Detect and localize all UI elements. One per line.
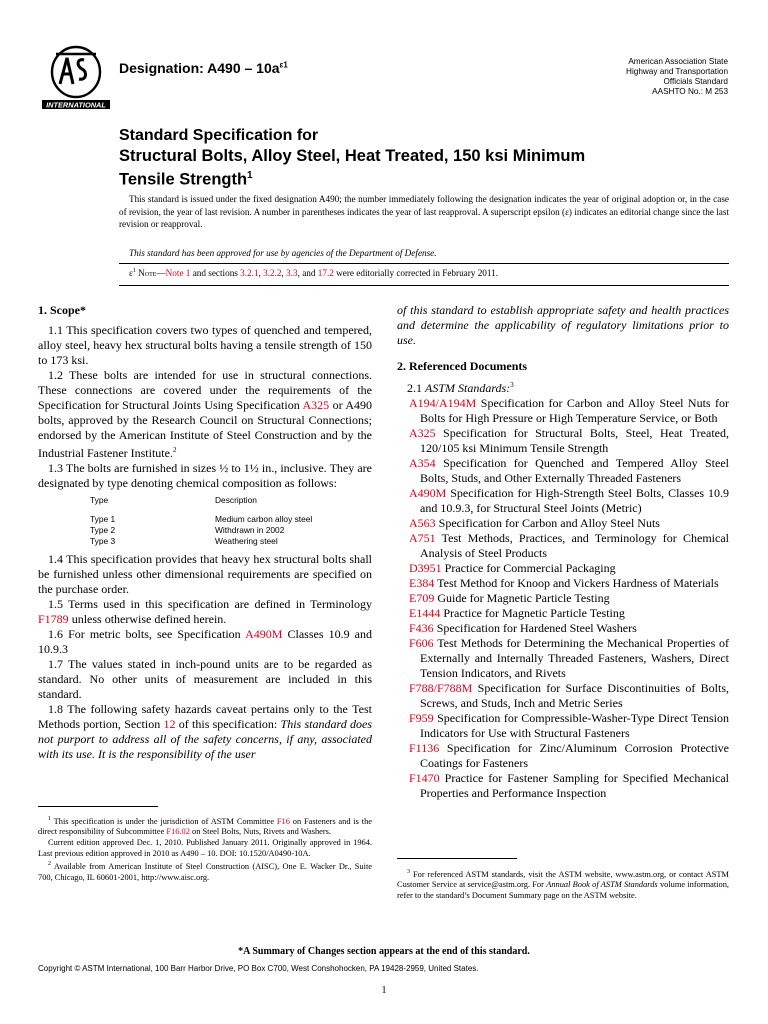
table-cell: Type 2 [90, 525, 116, 535]
astm-logo-icon [40, 44, 112, 110]
reference-title: Specification for Hardened Steel Washers [433, 621, 637, 635]
reference-code-link[interactable]: A194/A194M [409, 396, 477, 410]
title-line-3 [119, 166, 739, 190]
table-cell: Type 1 [90, 514, 116, 524]
reference-code-link[interactable]: A751 [409, 531, 436, 545]
list-item [397, 591, 729, 606]
table-header-row [38, 495, 312, 506]
para-1-6 [38, 627, 372, 657]
list-item [397, 516, 729, 531]
reference-title: Practice for Commercial Packaging [441, 561, 616, 575]
logo-text: INTERNATIONAL [46, 100, 106, 110]
table-header: Type [90, 495, 109, 505]
note-sep: , [258, 268, 264, 279]
footnote-1-text: This specification is under the jurisdiction of ASTM Committee [51, 816, 277, 826]
para-1-3: 1.3 The bolts are furnished in sizes ½ to 1½ in., inclusive. They are designated by type denoting chemical composition as follows: [38, 461, 372, 490]
reference-code-link[interactable]: A490M [409, 486, 447, 500]
note-dash: — [156, 268, 166, 279]
footnote-3-mark: 3 [407, 869, 410, 875]
table-cell: Weathering steel [215, 536, 278, 546]
footnotes-left [38, 814, 372, 883]
footnote-divider-left [38, 806, 158, 807]
reference-code-link[interactable]: A563 [409, 516, 436, 530]
reference-code-link[interactable]: E709 [409, 591, 435, 605]
note-tail: were editorially corrected in February 2011. [333, 268, 499, 279]
reference-title: Test Method for Knoop and Vickers Hardness of Materials [434, 576, 719, 590]
reference-title: Test Methods for Determining the Mechanical Properties of Externally and Internally Threaded Fasteners, Washers, Direct Tension Indicators, and Rivets [420, 636, 729, 680]
reference-code-link[interactable]: F1136 [409, 741, 440, 755]
footnote-3-text: volume information, refer to the standard’s Document Summary page on the ASTM website. [397, 880, 729, 900]
aashto-line: AASHTO No.: M 253 [652, 87, 728, 96]
section-12-link[interactable]: 12 [163, 717, 176, 731]
reference-list [397, 396, 729, 801]
footnote-1-text: on Steel Bolts, Nuts, Rivets and Washers. [189, 827, 331, 837]
reference-code-link[interactable]: F436 [409, 621, 434, 635]
para-1-8-text: 1.8 The following safety hazards caveat pertains only to the Test Methods portion, Section [38, 702, 372, 731]
reference-title: Specification for Zinc/Aluminum Corrosion Protective Coatings for Fasteners [420, 741, 729, 770]
f1789-link[interactable]: F1789 [38, 612, 69, 626]
summary-note: *A Summary of Changes section appears at the end of this standard. [238, 946, 530, 957]
aashto-line: Officials Standard [663, 77, 728, 86]
section-3-3-link[interactable]: 3.3 [286, 268, 298, 279]
para-1-2-text: 1.2 These bolts are intended for use in structural connections. These connections are covered under the requirements of the Specification for Structural Joints Using Specification [38, 368, 372, 412]
reference-code-link[interactable]: F606 [409, 636, 434, 650]
footnote-2-text: Available from American Institute of Steel Construction (AISC), One E. Wacker Dr., Suite 700, Chicago, IL 60601-2001, http://www.aisc.org. [38, 861, 372, 882]
right-column [397, 303, 729, 801]
dod-approval: This standard has been approved for use by agencies of the Department of Defense. [129, 248, 437, 258]
note-1-link[interactable]: Note 1 [165, 268, 191, 279]
aashto-line: American Association State [628, 57, 728, 66]
reference-code-link[interactable]: E1444 [409, 606, 441, 620]
reference-title: Specification for Surface Discontinuities of Bolts, Screws, and Studs, Inch and Metric Series [420, 681, 729, 710]
footnote-2-mark: 2 [48, 861, 51, 868]
footnote-divider-right [397, 858, 517, 859]
table-cell: Type 3 [90, 536, 116, 546]
editorial-note [119, 268, 729, 278]
designation [119, 60, 288, 76]
reference-title: Specification for Carbon and Alloy Steel Nuts for Bolts for High Pressure or High Temperature Service, or Both [420, 396, 729, 425]
divider-bottom [119, 285, 729, 286]
list-item [397, 741, 729, 771]
designation-superscript: ε1 [279, 60, 288, 70]
list-item [397, 681, 729, 711]
list-item [397, 711, 729, 741]
table-row [38, 514, 312, 525]
reference-title: Practice for Magnetic Particle Testing [440, 606, 625, 620]
references-heading: 2. Referenced Documents [397, 359, 528, 373]
footnote-1-mark: 1 [48, 816, 51, 822]
table-header: Description [215, 495, 257, 505]
reference-code-link[interactable]: D3951 [409, 561, 442, 575]
aashto-line: Highway and Transportation [626, 67, 728, 76]
section-3-2-1-link[interactable]: 3.2.1 [240, 268, 259, 279]
reference-code-link[interactable]: A354 [409, 456, 436, 470]
list-item [397, 621, 729, 636]
section-3-2-2-link[interactable]: 3.2.2 [263, 268, 282, 279]
list-item [397, 576, 729, 591]
subheading-text: ASTM Standards: [425, 381, 511, 395]
footnote-1 [38, 814, 372, 838]
list-item [397, 486, 729, 516]
note-text: and sections [190, 268, 241, 279]
reference-title: Practice for Fastener Sampling for Specified Mechanical Properties and Performance Inspection [420, 771, 729, 800]
reference-code-link[interactable]: F1470 [409, 771, 440, 785]
type-table [38, 495, 312, 547]
reference-code-link[interactable]: F959 [409, 711, 434, 725]
reference-title: Specification for Quenched and Tempered Alloy Steel Bolts, Studs, and Other Externally Threaded Fasteners [420, 456, 729, 485]
list-item [397, 396, 729, 426]
note-label: Note [138, 268, 157, 279]
para-1-7: 1.7 The values stated in inch-pound units are to be regarded as standard. No other units of measurement are included in this standard. [38, 657, 372, 701]
a490m-link[interactable]: A490M [245, 627, 283, 641]
list-item [397, 531, 729, 561]
note-epsilon: ε [129, 268, 133, 279]
footnote-3-italic: Annual Book of ASTM Standards [546, 880, 658, 890]
footnote-3-ref: 3 [510, 381, 514, 389]
list-item [397, 456, 729, 486]
aashto-block [626, 57, 728, 97]
reference-title: Guide for Magnetic Particle Testing [434, 591, 610, 605]
list-item [397, 561, 729, 576]
designation-text: Designation: A490 – 10a [119, 60, 280, 76]
safety-caveat-continued [397, 303, 729, 348]
committee-f16-link[interactable]: F16 [276, 816, 290, 826]
reference-title: Specification for Compressible-Washer-Type Direct Tension Indicators for Use with Structural Fasteners [420, 711, 729, 740]
title-line-3-text: Tensile Strength [119, 170, 248, 189]
table-row [38, 536, 312, 547]
para-1-5 [38, 597, 372, 627]
para-1-8-text: of this specification: [175, 717, 281, 731]
scope-heading: 1. Scope* [38, 303, 86, 317]
reference-title: Specification for Carbon and Alloy Steel Nuts [435, 516, 660, 530]
para-1-6-text: Classes 10.9 and 10.9.3 [38, 627, 372, 656]
para-1-5-text: 1.5 Terms used in this specification are defined in Terminology [48, 597, 372, 611]
note-sep: , and [297, 268, 318, 279]
footnote-3-text: For referenced ASTM standards, visit the ASTM website, www.astm.org, or contact ASTM Customer Service at service@astm.org. For [397, 869, 729, 890]
footnote-1-text: on Fasteners and is the direct responsibility of Subcommittee [38, 816, 372, 837]
document-title [119, 126, 739, 190]
table-cell: Medium carbon alloy steel [215, 514, 313, 524]
subcommittee-f16-02-link[interactable]: F16.02 [166, 827, 190, 837]
reference-code-link[interactable]: E384 [409, 576, 435, 590]
list-item [397, 771, 729, 801]
footnotes-right [397, 867, 729, 902]
copyright: Copyright © ASTM International, 100 Barr Harbor Drive, PO Box C700, West Conshohocken, PA 19428-2959, United States. [38, 964, 479, 973]
reference-code-link[interactable]: F788/F788M [409, 681, 473, 695]
reference-title: Specification for High-Strength Steel Bolts, Classes 10.9 and 10.9.3, for Structural Steel Joints (Metric) [420, 486, 729, 515]
para-1-1: 1.1 This specification covers two types of quenched and tempered, alloy steel, heavy hex structural bolts having a tensile strength of 150 to 173 ksi. [38, 323, 372, 367]
astm-standards-subheading [397, 378, 729, 396]
a325-link[interactable]: A325 [302, 398, 330, 412]
left-column [38, 303, 372, 762]
footnote-2 [38, 859, 372, 883]
para-1-2 [38, 368, 372, 461]
note-epsilon-sup: 1 [132, 268, 136, 274]
section-17-2-link[interactable]: 17.2 [317, 268, 334, 279]
list-item [397, 636, 729, 681]
note-sep: , [281, 268, 287, 279]
title-line-2: Structural Bolts, Alloy Steel, Heat Treated, 150 ksi Minimum [119, 147, 586, 165]
title-footnote-ref: 1 [247, 170, 253, 181]
list-item [397, 606, 729, 621]
title-line-1: Standard Specification for [119, 127, 319, 144]
table-row [38, 525, 312, 536]
list-item [397, 426, 729, 456]
issuance-statement: This standard is issued under the fixed designation A490; the number immediately following the designation indicates the year of original adoption or, in the case of revision, the year of last revision. A number in parentheses indicates the year of last reapproval. A superscript epsilon (ε) indicates an editorial change since the last revision or reapproval. [119, 194, 729, 230]
para-1-4: 1.4 This specification provides that heavy hex structural bolts shall be furnished unless other dimensional requirements are specified on the purchase order. [38, 552, 372, 596]
table-cell: Withdrawn in 2002 [215, 525, 285, 535]
subheading-number: 2.1 [407, 381, 425, 395]
para-1-5-text: unless otherwise defined herein. [68, 612, 227, 626]
reference-code-link[interactable]: A325 [409, 426, 436, 440]
divider-top [119, 263, 729, 264]
page-number: 1 [381, 985, 387, 996]
reference-title: Test Methods, Practices, and Terminology for Chemical Analysis of Steel Products [420, 531, 729, 560]
para-1-2-text: or A490 bolts, approved by the Research Council on Structural Connections; endorsed by the American Institute of Steel Construction and by the Industrial Fastener Institute. [38, 398, 372, 460]
safety-caveat: This standard does not purport to address all of the safety concerns, if any, associated with its use. It is the responsibility of the user [38, 717, 372, 761]
footnote-3 [397, 867, 729, 902]
safety-caveat-continued-text: of this standard to establish appropriate safety and health practices and determine the applicability of regulatory limitations prior to use. [397, 303, 729, 347]
para-1-6-text: 1.6 For metric bolts, see Specification [48, 627, 246, 641]
footnote-1-edition: Current edition approved Dec. 1, 2010. Published January 2011. Originally approved in 1964. Last previous edition approved in 2010 as A490 – 10. DOI: 10.1520/A0490-10A. [38, 837, 372, 858]
footnote-2-ref: 2 [172, 446, 177, 454]
para-1-8 [38, 702, 372, 762]
reference-title: Specification for Structural Bolts, Steel, Heat Treated, 120/105 ksi Minimum Tensile Strength [420, 426, 729, 455]
